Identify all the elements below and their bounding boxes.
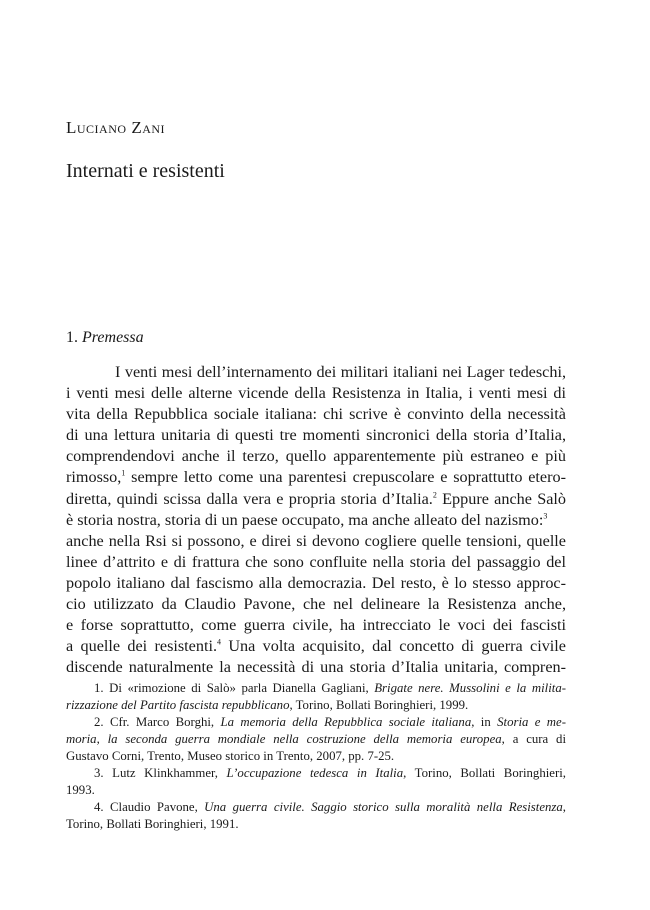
- body-line: I venti mesi dell’internamento dei militari italiani nei Lager tedeschi,: [115, 363, 566, 381]
- footnote-line: 2. Cfr. Marco Borghi, La memoria della Repubblica sociale italiana, in Storia e me-: [94, 715, 566, 729]
- body-line: cio utilizzato da Claudio Pavone, che nel delineare la Resistenza anche,: [66, 595, 566, 614]
- section-title: Premessa: [82, 329, 144, 346]
- body-line: vita della Repubblica sociale italiana: chi scrive è convinto della necessità: [66, 405, 566, 424]
- footnote-ref: 3: [543, 511, 548, 521]
- body-line: i venti mesi delle alterne vicende della Resistenza in Italia, i venti mesi di: [66, 384, 566, 403]
- footnote: [66, 799, 566, 833]
- footnote-line: 1993.: [66, 783, 95, 797]
- footnote: [66, 714, 566, 765]
- section-number: 1.: [66, 329, 78, 346]
- body-line: linee d’attrito e di frattura che sono confluite nella storia del passaggio del: [66, 552, 566, 571]
- footnote-line: 1. Di «rimozione di Salò» parla Dianella Gagliani, Brigate nere. Mussolini e la milita-: [94, 681, 566, 695]
- section-heading: [66, 329, 144, 347]
- body-line: comprendendovi anche il terzo, quello apparentemente più estraneo e più: [66, 447, 566, 466]
- body-line: è storia nostra, storia di un paese occupato, ma anche alleato del nazismo:$^3$: [66, 510, 548, 529]
- body-line: e forse soprattutto, come guerra civile, ha intrecciato le voci dei fascisti: [66, 616, 566, 635]
- author-last-name: Zani: [131, 118, 166, 137]
- body-line: diretta, quindi scissa dalla vera e propria storia d’Italia.$^2$ Eppure anche Salò: [66, 489, 566, 508]
- body-line: a quelle dei resistenti.$^4$ Una volta acquisito, dal concetto di guerra civile: [66, 637, 566, 656]
- footnote-line: 4. Claudio Pavone, Una guerra civile. Saggio storico sulla moralità nella Resistenza,: [94, 800, 566, 814]
- body-line: rimosso,$^1$ sempre letto come una parentesi crepuscolare e soprattutto etero-: [66, 468, 566, 487]
- footnote-line: 3. Lutz Klinkhammer, L’occupazione tedesca in Italia, Torino, Bollati Boringhieri,: [94, 766, 566, 780]
- author-name: [66, 118, 165, 138]
- body-line: discende naturalmente la necessità di una storia d’Italia unitaria, compren-: [66, 658, 566, 677]
- footnote-ref: 4: [217, 637, 221, 647]
- footnote: [66, 680, 566, 714]
- footnote-line: Gustavo Corni, Trento, Museo storico in Trento, 2007, pp. 7-25.: [66, 749, 395, 763]
- body-line: popolo italiano dal fascismo alla democrazia. Del resto, è lo stesso approc-: [66, 573, 566, 592]
- footnote-ref: 2: [432, 490, 437, 500]
- footnote-line: Torino, Bollati Boringhieri, 1991.: [66, 817, 239, 831]
- footnotes: [66, 680, 566, 833]
- footnote-ref: 1: [121, 469, 126, 479]
- footnote: [66, 765, 566, 799]
- chapter-title: Internati e resistenti: [66, 160, 225, 182]
- footnote-line: rizzazione del Partito fascista repubblicano, Torino, Bollati Boringhieri, 1999.: [66, 698, 469, 712]
- body-line: di una lettura unitaria di questi tre momenti sincronici della storia d’Italia,: [66, 426, 566, 445]
- author-first-name: Luciano: [66, 118, 127, 137]
- body-line: anche nella Rsi si possono, e direi si devono cogliere quelle tensioni, quelle: [66, 531, 566, 550]
- body-text: [66, 362, 566, 678]
- footnote-line: moria, la seconda guerra mondiale nella costruzione della memoria europea, a cura di: [66, 732, 566, 746]
